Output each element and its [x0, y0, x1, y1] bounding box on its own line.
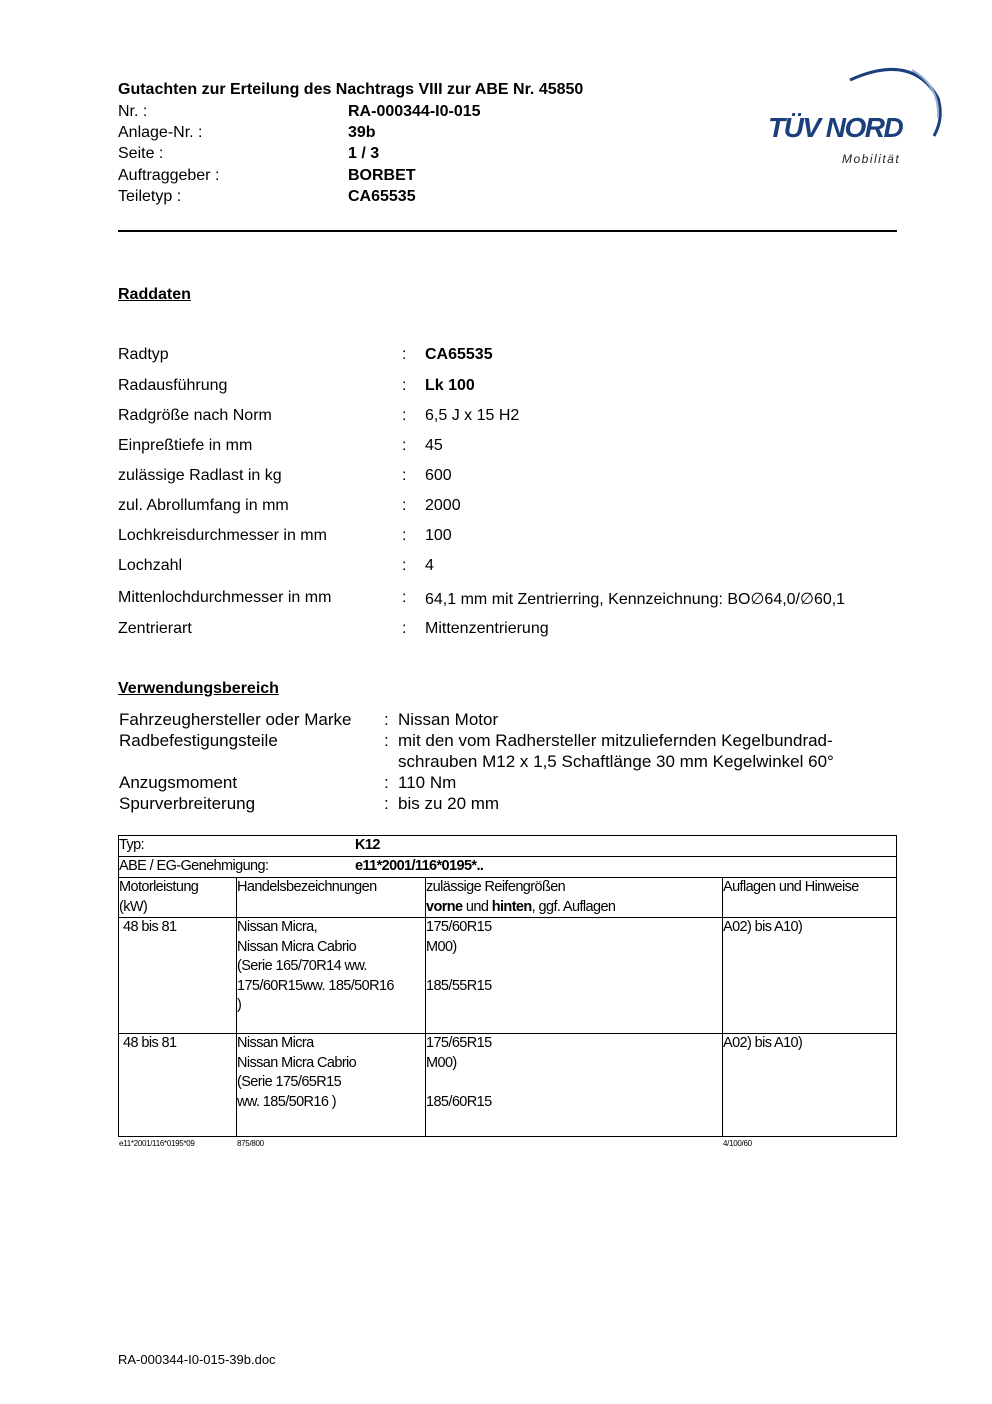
- name-line: 175/60R15ww. 185/50R16: [237, 977, 394, 994]
- footnote-ref: 4/100/60: [723, 1139, 752, 1148]
- approval-label: ABE / EG-Genehmigung:: [119, 858, 269, 874]
- table-rule: [722, 877, 723, 1136]
- wheel-label: Zentrierart: [118, 620, 192, 637]
- colon: :: [402, 620, 407, 637]
- colon: :: [402, 557, 407, 574]
- rear-label: hinten: [491, 898, 532, 915]
- footer-filename: RA-000344-I0-015-39b.doc: [118, 1352, 276, 1367]
- type-label: Typ:: [119, 837, 144, 853]
- vehicle-table: [118, 835, 897, 1148]
- cell-notes: A02) bis A10): [723, 919, 803, 935]
- usage-label: Fahrzeughersteller oder Marke: [119, 710, 352, 729]
- header-label: Seite :: [118, 145, 164, 162]
- tyre-line: M00): [426, 1054, 457, 1071]
- usage-value: mit den vom Radhersteller mitzuliefernden Kegelbundrad-: [398, 731, 833, 750]
- rest-label: , ggf. Auflagen: [531, 898, 616, 915]
- name-line: ): [237, 997, 242, 1013]
- wheel-label: zulässige Radlast in kg: [118, 467, 282, 484]
- footnote-approval: e11*2001/116*0195*09: [119, 1139, 195, 1148]
- colon: :: [402, 527, 407, 544]
- tyre-line: 185/60R15: [426, 1093, 492, 1110]
- usage-label: Radbefestigungsteile: [119, 731, 278, 750]
- header-divider: [118, 230, 897, 232]
- logo-wordmark: TÜV NORD: [768, 112, 903, 143]
- wheel-label: Lochkreisdurchmesser in mm: [118, 527, 327, 544]
- header-line: [426, 898, 615, 918]
- colon: :: [402, 467, 407, 484]
- header-value: BORBET: [348, 167, 416, 184]
- approval-value: e11*2001/116*0195*..: [355, 858, 484, 874]
- cell-power: 48 bis 81: [123, 919, 177, 935]
- tyre-spacer: [426, 957, 492, 977]
- cell-names: [237, 918, 394, 1016]
- wheel-label: zul. Abrollumfang in mm: [118, 497, 289, 514]
- name-line: (Serie 165/70R14 ww.: [237, 958, 367, 974]
- cell-tyres: [426, 918, 492, 996]
- column-header-notes: Auflagen und Hinweise: [723, 879, 859, 895]
- wheel-label: Mittenlochdurchmesser in mm: [118, 589, 332, 606]
- wheel-data-heading: Raddaten: [118, 286, 191, 303]
- wheel-value: CA65535: [425, 346, 493, 363]
- cell-notes: A02) bis A10): [723, 1035, 803, 1051]
- colon: :: [402, 497, 407, 514]
- header-label: Anlage-Nr. :: [118, 124, 203, 141]
- cell-power: 48 bis 81: [123, 1035, 177, 1051]
- colon: :: [384, 710, 389, 729]
- cell-tyres: [426, 1034, 492, 1112]
- tyre-line: M00): [426, 938, 457, 955]
- header-line: (kW): [119, 898, 148, 915]
- colon: :: [402, 589, 407, 606]
- name-line: Nissan Micra Cabrio: [237, 1054, 357, 1071]
- wheel-label: Lochzahl: [118, 557, 183, 574]
- usage-label: Spurverbreiterung: [119, 794, 256, 813]
- wheel-value: 2000: [425, 497, 461, 514]
- wheel-value: 100: [425, 527, 452, 544]
- type-value: K12: [355, 837, 380, 853]
- colon: :: [402, 407, 407, 424]
- and-label: und: [462, 898, 492, 915]
- usage-heading: Verwendungsbereich: [118, 680, 279, 697]
- usage-label: Anzugsmoment: [119, 773, 238, 792]
- colon: :: [384, 794, 389, 813]
- header-value: 1 / 3: [348, 145, 380, 162]
- header-value: 39b: [348, 124, 376, 141]
- header-value: CA65535: [348, 188, 416, 205]
- column-header-power: [119, 878, 198, 917]
- tyre-line: 185/55R15: [426, 977, 492, 994]
- header-value: RA-000344-I0-015: [348, 103, 481, 120]
- footnote-code: 875/800: [237, 1139, 264, 1148]
- wheel-value: Lk 100: [425, 377, 475, 394]
- usage-value: Nissan Motor: [398, 710, 499, 729]
- wheel-value: 600: [425, 467, 452, 484]
- document-title: Gutachten zur Erteilung des Nachtrags VIII zur ABE Nr. 45850: [118, 81, 584, 98]
- name-line: ww. 185/50R16 ): [237, 1093, 337, 1110]
- header-line: zulässige Reifengrößen: [426, 879, 566, 895]
- name-line: Nissan Micra: [237, 1035, 314, 1051]
- header-label: Nr. :: [118, 103, 148, 120]
- colon: :: [402, 437, 407, 454]
- name-line: Nissan Micra,: [237, 919, 318, 935]
- name-line: Nissan Micra Cabrio: [237, 938, 357, 955]
- usage-value: schrauben M12 x 1,5 Schaftlänge 30 mm Kegelwinkel 60°: [398, 752, 834, 771]
- tuev-nord-logo: [762, 58, 942, 173]
- logo-subtitle: Mobilität: [842, 152, 901, 166]
- wheel-label: Radausführung: [118, 377, 228, 394]
- colon: :: [384, 731, 389, 750]
- wheel-value: 45: [425, 437, 443, 454]
- header-line: Motorleistung: [119, 879, 199, 895]
- column-header-names: Handelsbezeichnungen: [237, 879, 377, 895]
- column-header-tyres: [426, 878, 615, 917]
- wheel-value: 6,5 J x 15 H2: [425, 407, 520, 424]
- wheel-label: Radgröße nach Norm: [118, 407, 272, 424]
- usage-value: 110 Nm: [398, 773, 457, 792]
- name-line: (Serie 175/65R15: [237, 1074, 342, 1090]
- header-label: Auftraggeber :: [118, 167, 220, 184]
- colon: :: [384, 773, 389, 792]
- front-label: vorne: [426, 898, 463, 915]
- colon: :: [402, 346, 407, 363]
- wheel-label: Radtyp: [118, 346, 169, 363]
- cell-names: [237, 1034, 356, 1112]
- wheel-value: Mittenzentrierung: [425, 620, 549, 637]
- tyre-line: 175/65R15: [426, 1035, 492, 1051]
- wheel-label: Einpreßtiefe in mm: [118, 437, 253, 454]
- tyre-spacer: [426, 1073, 492, 1093]
- wheel-value: 4: [425, 557, 434, 574]
- usage-value: bis zu 20 mm: [398, 794, 500, 813]
- tyre-line: 175/60R15: [426, 919, 492, 935]
- colon: :: [402, 377, 407, 394]
- header-label: Teiletyp :: [118, 188, 182, 205]
- wheel-value: 64,1 mm mit Zentrierring, Kennzeichnung: BO∅64,0/∅60,1: [425, 591, 846, 608]
